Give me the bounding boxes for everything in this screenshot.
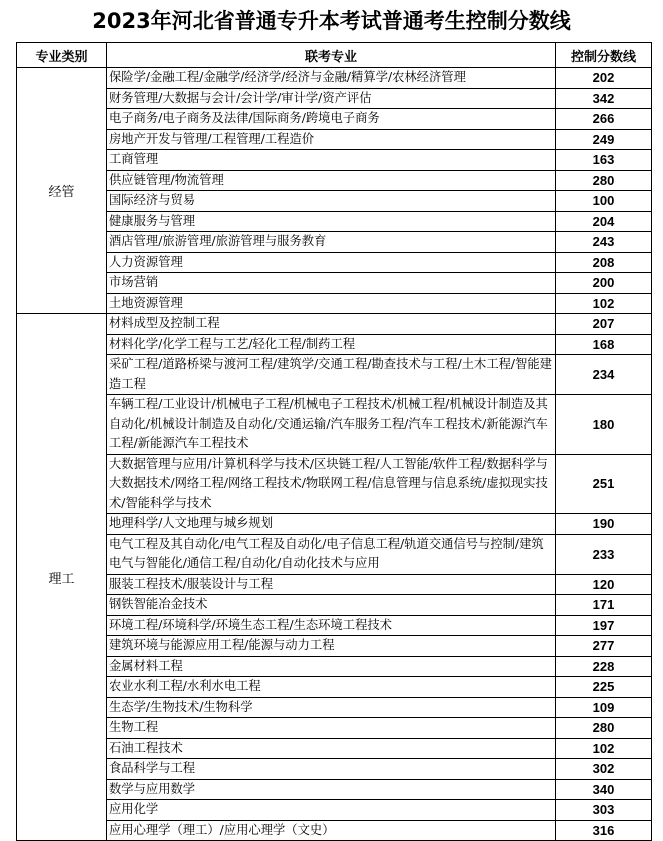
major-cell: 钢铁智能冶金技术	[107, 595, 556, 616]
table-row	[17, 697, 652, 718]
major-cell: 生物工程	[107, 718, 556, 739]
score-cell: 102	[556, 293, 652, 314]
table-row	[17, 395, 652, 455]
table-row	[17, 636, 652, 657]
score-cell: 249	[556, 129, 652, 150]
major-cell: 房地产开发与管理/工程管理/工程造价	[107, 129, 556, 150]
major-cell: 土地资源管理	[107, 293, 556, 314]
table-body	[17, 68, 652, 841]
score-cell: 202	[556, 68, 652, 89]
table-header-row	[17, 43, 652, 68]
major-cell: 采矿工程/道路桥梁与渡河工程/建筑学/交通工程/勘查技术与工程/土木工程/智能建造工程	[107, 355, 556, 395]
table-row	[17, 595, 652, 616]
score-cell: 277	[556, 636, 652, 657]
score-cell: 280	[556, 170, 652, 191]
table-row	[17, 677, 652, 698]
table-row	[17, 820, 652, 841]
major-cell: 应用化学	[107, 800, 556, 821]
table-row	[17, 355, 652, 395]
major-cell: 建筑环境与能源应用工程/能源与动力工程	[107, 636, 556, 657]
table-row	[17, 615, 652, 636]
score-cell: 197	[556, 615, 652, 636]
table-row	[17, 68, 652, 89]
score-cell: 200	[556, 273, 652, 294]
major-cell: 生态学/生物技术/生物科学	[107, 697, 556, 718]
table-row	[17, 88, 652, 109]
score-cell: 280	[556, 718, 652, 739]
table-row	[17, 334, 652, 355]
major-cell: 食品科学与工程	[107, 759, 556, 780]
score-cell: 225	[556, 677, 652, 698]
major-cell: 大数据管理与应用/计算机科学与技术/区块链工程/人工智能/软件工程/数据科学与大数据技术/网络工程/网络工程技术/物联网工程/信息管理与信息系统/虚拟现实技术/智能科学与技术	[107, 454, 556, 514]
major-cell: 电气工程及其自动化/电气工程及自动化/电子信息工程/轨道交通信号与控制/建筑电气与智能化/通信工程/自动化/自动化技术与应用	[107, 534, 556, 574]
score-cell: 109	[556, 697, 652, 718]
table-row	[17, 232, 652, 253]
score-cell: 208	[556, 252, 652, 273]
major-cell: 石油工程技术	[107, 738, 556, 759]
major-cell: 市场营销	[107, 273, 556, 294]
major-cell: 数学与应用数学	[107, 779, 556, 800]
score-cell: 243	[556, 232, 652, 253]
table-row	[17, 534, 652, 574]
table-row	[17, 718, 652, 739]
table-row	[17, 759, 652, 780]
score-cell: 171	[556, 595, 652, 616]
major-cell: 供应链管理/物流管理	[107, 170, 556, 191]
control-score-table	[16, 42, 652, 841]
major-cell: 车辆工程/工业设计/机械电子工程/机械电子工程技术/机械工程/机械设计制造及其自动化/机械设计制造及自动化/交通运输/汽车服务工程/汽车工程技术/新能源汽车工程/新能源汽车工程技术	[107, 395, 556, 455]
table-row	[17, 779, 652, 800]
major-cell: 材料成型及控制工程	[107, 314, 556, 335]
major-cell: 人力资源管理	[107, 252, 556, 273]
category-cell: 理工	[17, 314, 107, 841]
table-row	[17, 273, 652, 294]
score-cell: 228	[556, 656, 652, 677]
table-row	[17, 109, 652, 130]
table-row	[17, 170, 652, 191]
major-cell: 地理科学/人文地理与城乡规划	[107, 514, 556, 535]
table-row	[17, 191, 652, 212]
table-row	[17, 129, 652, 150]
major-cell: 应用心理学（理工）/应用心理学（文史）	[107, 820, 556, 841]
major-cell: 环境工程/环境科学/环境生态工程/生态环境工程技术	[107, 615, 556, 636]
major-cell: 服装工程技术/服装设计与工程	[107, 574, 556, 595]
table-row	[17, 514, 652, 535]
score-cell: 102	[556, 738, 652, 759]
score-cell: 342	[556, 88, 652, 109]
major-cell: 保险学/金融工程/金融学/经济学/经济与金融/精算学/农林经济管理	[107, 68, 556, 89]
major-cell: 电子商务/电子商务及法律/国际商务/跨境电子商务	[107, 109, 556, 130]
column-header-score: 控制分数线	[556, 43, 652, 68]
column-header-major: 联考专业	[107, 43, 556, 68]
page-title: 2023年河北省普通专升本考试普通考生控制分数线	[92, 9, 571, 33]
score-cell: 168	[556, 334, 652, 355]
major-cell: 酒店管理/旅游管理/旅游管理与服务教育	[107, 232, 556, 253]
table-row	[17, 293, 652, 314]
table-row	[17, 252, 652, 273]
score-cell: 234	[556, 355, 652, 395]
major-cell: 健康服务与管理	[107, 211, 556, 232]
major-cell: 农业水利工程/水利水电工程	[107, 677, 556, 698]
table-row	[17, 454, 652, 514]
score-cell: 303	[556, 800, 652, 821]
score-cell: 340	[556, 779, 652, 800]
major-cell: 财务管理/大数据与会计/会计学/审计学/资产评估	[107, 88, 556, 109]
column-header-category: 专业类别	[17, 43, 107, 68]
score-cell: 100	[556, 191, 652, 212]
major-cell: 国际经济与贸易	[107, 191, 556, 212]
major-cell: 金属材料工程	[107, 656, 556, 677]
category-cell: 经管	[17, 68, 107, 314]
score-cell: 163	[556, 150, 652, 171]
score-cell: 233	[556, 534, 652, 574]
score-cell: 302	[556, 759, 652, 780]
score-cell: 180	[556, 395, 652, 455]
table-row	[17, 314, 652, 335]
major-cell: 工商管理	[107, 150, 556, 171]
score-cell: 190	[556, 514, 652, 535]
score-cell: 251	[556, 454, 652, 514]
table-row	[17, 150, 652, 171]
table-row	[17, 574, 652, 595]
score-cell: 207	[556, 314, 652, 335]
score-cell: 204	[556, 211, 652, 232]
score-cell: 316	[556, 820, 652, 841]
major-cell: 材料化学/化学工程与工艺/轻化工程/制药工程	[107, 334, 556, 355]
score-cell: 266	[556, 109, 652, 130]
score-cell: 120	[556, 574, 652, 595]
table-row	[17, 738, 652, 759]
table-row	[17, 211, 652, 232]
table-row	[17, 656, 652, 677]
table-row	[17, 800, 652, 821]
